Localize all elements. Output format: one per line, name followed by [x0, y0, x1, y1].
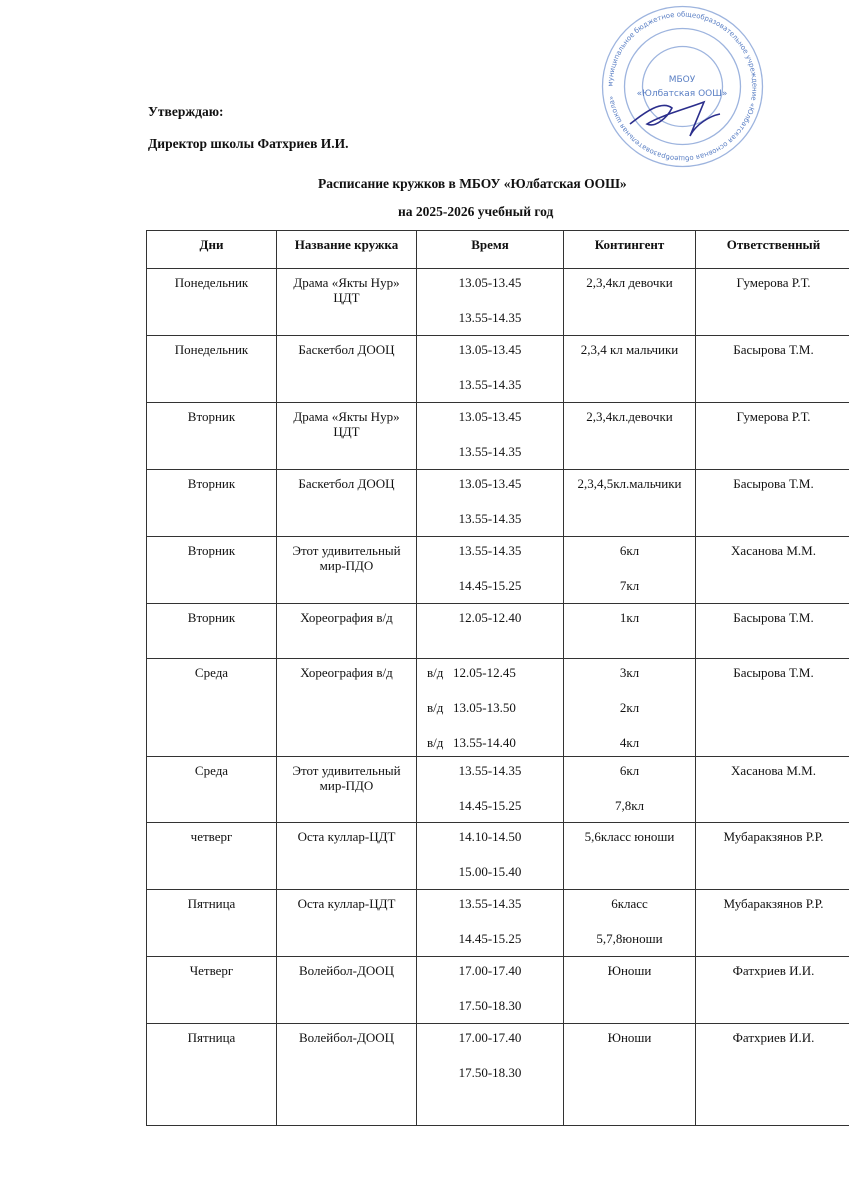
group-cell: [564, 537, 696, 604]
responsible-text: Хасанова М.М.: [731, 763, 816, 778]
club-name-cell: [277, 957, 417, 1024]
time-slot: [419, 511, 561, 526]
time-text: 17.50-18.30: [458, 1065, 522, 1080]
day-text: Вторник: [187, 409, 236, 424]
signature: [630, 102, 720, 136]
time-text: 13.55-14.35: [458, 444, 522, 459]
document-title: Расписание кружков в МБОУ «Юлбатская ООШ»: [318, 176, 627, 191]
column-header: Дни: [147, 231, 277, 269]
time-text: 12.05-12.45: [453, 665, 516, 680]
club-name-cell: [277, 659, 417, 757]
day-cell: [147, 890, 277, 957]
time-cell: [417, 757, 564, 823]
club-name-cell: [277, 403, 417, 470]
day-text: Четверг: [189, 963, 234, 978]
club-name-line: мир-ПДО: [319, 778, 374, 793]
day-text: Пятница: [187, 896, 236, 911]
time-slot: [419, 665, 561, 680]
group-text: 2,3,4,5кл.мальчики: [577, 476, 682, 491]
club-name-cell: [277, 269, 417, 336]
responsible-text: Мубаракзянов Р.Р.: [723, 829, 824, 844]
time-slot: [419, 798, 561, 813]
table-row: [147, 890, 849, 957]
column-header: Время: [417, 231, 564, 269]
time-text: 13.55-14.35: [458, 896, 522, 911]
table-row: [147, 823, 849, 890]
club-name-cell: [277, 336, 417, 403]
time-slot: [419, 735, 561, 750]
table-row: [147, 470, 849, 537]
approval-label: Утверждаю:: [148, 104, 224, 119]
club-name-line: Этот удивительный: [292, 763, 401, 778]
svg-text:муниципальное бюджетное общеоб: [606, 10, 758, 162]
group-cell: [564, 470, 696, 537]
time-cell: [417, 604, 564, 659]
responsible-cell: [696, 659, 849, 757]
time-cell: [417, 659, 564, 757]
time-prefix: в/д: [427, 665, 444, 680]
time-text: 12.05-12.40: [458, 610, 522, 625]
day-cell: [147, 1024, 277, 1126]
group-text: 7,8кл: [614, 798, 645, 813]
stamp-center-text-line2: «Юлбатская ООШ»: [636, 89, 728, 99]
responsible-text: Басырова Т.М.: [733, 665, 814, 680]
time-text: 13.55-14.40: [453, 735, 516, 750]
time-slot: [419, 1065, 561, 1080]
stamp-ring-text: муниципальное бюджетное общеобразовательное учреждение «Юлбатская основная общеобразовательная школа»: [606, 10, 759, 163]
time-cell: [417, 823, 564, 890]
time-slot: [419, 275, 561, 290]
group-text: 2,3,4кл девочки: [586, 275, 673, 290]
day-text: Среда: [194, 665, 229, 680]
day-text: Среда: [194, 763, 229, 778]
time-text: 14.45-15.25: [458, 798, 522, 813]
responsible-cell: [696, 757, 849, 823]
club-name-line: Оста куллар-ЦДТ: [297, 829, 396, 844]
group-cell: [564, 659, 696, 757]
club-name-line: Волейбол-ДООЦ: [298, 1030, 394, 1045]
group-cell: [564, 604, 696, 659]
group-text: Юноши: [607, 963, 652, 978]
group-cell: [564, 403, 696, 470]
time-text: 13.05-13.45: [458, 342, 522, 357]
time-text: 13.55-14.35: [458, 511, 522, 526]
director-line: Директор школы Фатхриев И.И.: [148, 136, 349, 151]
responsible-cell: [696, 470, 849, 537]
club-name-cell: [277, 757, 417, 823]
responsible-text: Гумерова Р.Т.: [736, 409, 811, 424]
table-row: [147, 757, 849, 823]
time-text: 15.00-15.40: [458, 864, 522, 879]
club-name-cell: [277, 890, 417, 957]
day-text: четверг: [190, 829, 233, 844]
table-row: [147, 403, 849, 470]
time-slot: [419, 864, 561, 879]
club-name-line: Хореография в/д: [300, 610, 393, 625]
club-name-line: Драма «Якты Нур»: [293, 409, 400, 424]
group-text: 5,7,8юноши: [596, 931, 663, 946]
table-header-row: [147, 231, 849, 269]
club-name-line: Этот удивительный: [292, 543, 401, 558]
day-cell: [147, 537, 277, 604]
table-row: [147, 336, 849, 403]
responsible-cell: [696, 403, 849, 470]
group-cell: [564, 823, 696, 890]
column-header: Название кружка: [277, 231, 417, 269]
time-slot: [419, 700, 561, 715]
day-cell: [147, 269, 277, 336]
group-text: 2,3,4кл.девочки: [586, 409, 673, 424]
day-cell: [147, 336, 277, 403]
club-name-line: Баскетбол ДООЦ: [298, 476, 395, 491]
day-text: Понедельник: [174, 342, 249, 357]
time-cell: [417, 470, 564, 537]
time-cell: [417, 890, 564, 957]
time-text: 17.00-17.40: [458, 1030, 522, 1045]
time-text: 13.05-13.45: [458, 275, 522, 290]
responsible-text: Басырова Т.М.: [733, 476, 814, 491]
responsible-text: Басырова Т.М.: [733, 342, 814, 357]
club-name-line: ЦДТ: [333, 290, 360, 305]
day-text: Вторник: [187, 476, 236, 491]
responsible-cell: [696, 604, 849, 659]
club-name-cell: [277, 604, 417, 659]
day-cell: [147, 823, 277, 890]
club-name-line: Волейбол-ДООЦ: [298, 963, 394, 978]
group-text: 6класс: [611, 896, 648, 911]
group-text: 3кл: [619, 665, 640, 680]
time-text: 13.05-13.45: [458, 409, 522, 424]
day-cell: [147, 470, 277, 537]
time-cell: [417, 537, 564, 604]
group-text: 6кл: [619, 543, 640, 558]
time-text: 13.55-14.35: [458, 543, 522, 558]
day-cell: [147, 757, 277, 823]
group-cell: [564, 757, 696, 823]
time-slot: [419, 610, 561, 625]
day-cell: [147, 403, 277, 470]
time-text: 13.55-14.35: [458, 377, 522, 392]
time-slot: [419, 763, 561, 778]
group-text: 5,6класс юноши: [584, 829, 675, 844]
club-name-cell: [277, 823, 417, 890]
responsible-text: Басырова Т.М.: [733, 610, 814, 625]
responsible-cell: [696, 1024, 849, 1126]
time-slot: [419, 476, 561, 491]
time-slot: [419, 377, 561, 392]
time-slot: [419, 1030, 561, 1045]
club-name-line: Хореография в/д: [300, 665, 393, 680]
club-name-line: Баскетбол ДООЦ: [298, 342, 395, 357]
time-slot: [419, 896, 561, 911]
club-name-line: мир-ПДО: [319, 558, 374, 573]
group-text: 7кл: [619, 578, 640, 593]
club-name-cell: [277, 537, 417, 604]
club-name-line: ЦДТ: [333, 424, 360, 439]
time-prefix: в/д: [427, 700, 444, 715]
group-cell: [564, 336, 696, 403]
responsible-text: Гумерова Р.Т.: [736, 275, 811, 290]
table-row: [147, 1024, 849, 1126]
group-cell: [564, 890, 696, 957]
table-row: [147, 604, 849, 659]
group-text: 2,3,4 кл мальчики: [580, 342, 679, 357]
day-text: Понедельник: [174, 275, 249, 290]
time-text: 14.10-14.50: [458, 829, 522, 844]
responsible-text: Фатхриев И.И.: [732, 963, 815, 978]
group-cell: [564, 957, 696, 1024]
group-cell: [564, 269, 696, 336]
schedule-table: [146, 230, 849, 1126]
group-text: 6кл: [619, 763, 640, 778]
time-slot: [419, 963, 561, 978]
responsible-cell: [696, 890, 849, 957]
time-cell: [417, 1024, 564, 1126]
table-row: [147, 659, 849, 757]
responsible-text: Хасанова М.М.: [731, 543, 816, 558]
table-row: [147, 957, 849, 1024]
time-slot: [419, 998, 561, 1013]
day-cell: [147, 957, 277, 1024]
stamp-center-text-line1: МБОУ: [668, 75, 696, 85]
time-text: 17.00-17.40: [458, 963, 522, 978]
time-cell: [417, 336, 564, 403]
time-slot: [419, 444, 561, 459]
responsible-text: Мубаракзянов Р.Р.: [723, 896, 824, 911]
time-slot: [419, 342, 561, 357]
club-name-cell: [277, 1024, 417, 1126]
responsible-text: Фатхриев И.И.: [732, 1030, 815, 1045]
group-text: 4кл: [619, 735, 640, 750]
time-text: 13.55-14.35: [458, 763, 522, 778]
group-text: 2кл: [619, 700, 640, 715]
club-name-line: Драма «Якты Нур»: [293, 275, 400, 290]
time-slot: [419, 543, 561, 558]
time-slot: [419, 578, 561, 593]
responsible-cell: [696, 957, 849, 1024]
time-cell: [417, 957, 564, 1024]
time-text: 14.45-15.25: [458, 931, 522, 946]
responsible-cell: [696, 269, 849, 336]
time-prefix: в/д: [427, 735, 444, 750]
time-cell: [417, 403, 564, 470]
time-text: 13.55-14.35: [458, 310, 522, 325]
day-cell: [147, 604, 277, 659]
group-text: Юноши: [607, 1030, 652, 1045]
responsible-cell: [696, 336, 849, 403]
day-text: Вторник: [187, 610, 236, 625]
club-name-cell: [277, 470, 417, 537]
school-stamp: [600, 4, 765, 169]
time-cell: [417, 269, 564, 336]
day-text: Вторник: [187, 543, 236, 558]
document-subtitle: на 2025-2026 учебный год: [398, 204, 554, 219]
day-cell: [147, 659, 277, 757]
table-row: [147, 537, 849, 604]
responsible-cell: [696, 823, 849, 890]
responsible-cell: [696, 537, 849, 604]
time-slot: [419, 829, 561, 844]
club-name-line: Оста куллар-ЦДТ: [297, 896, 396, 911]
column-header: Ответственный: [696, 231, 849, 269]
time-slot: [419, 409, 561, 424]
table-row: [147, 269, 849, 336]
time-slot: [419, 931, 561, 946]
time-text: 17.50-18.30: [458, 998, 522, 1013]
time-text: 14.45-15.25: [458, 578, 522, 593]
time-text: 13.05-13.45: [458, 476, 522, 491]
group-cell: [564, 1024, 696, 1126]
column-header: Контингент: [564, 231, 696, 269]
time-text: 13.05-13.50: [453, 700, 516, 715]
time-slot: [419, 310, 561, 325]
day-text: Пятница: [187, 1030, 236, 1045]
group-text: 1кл: [619, 610, 640, 625]
